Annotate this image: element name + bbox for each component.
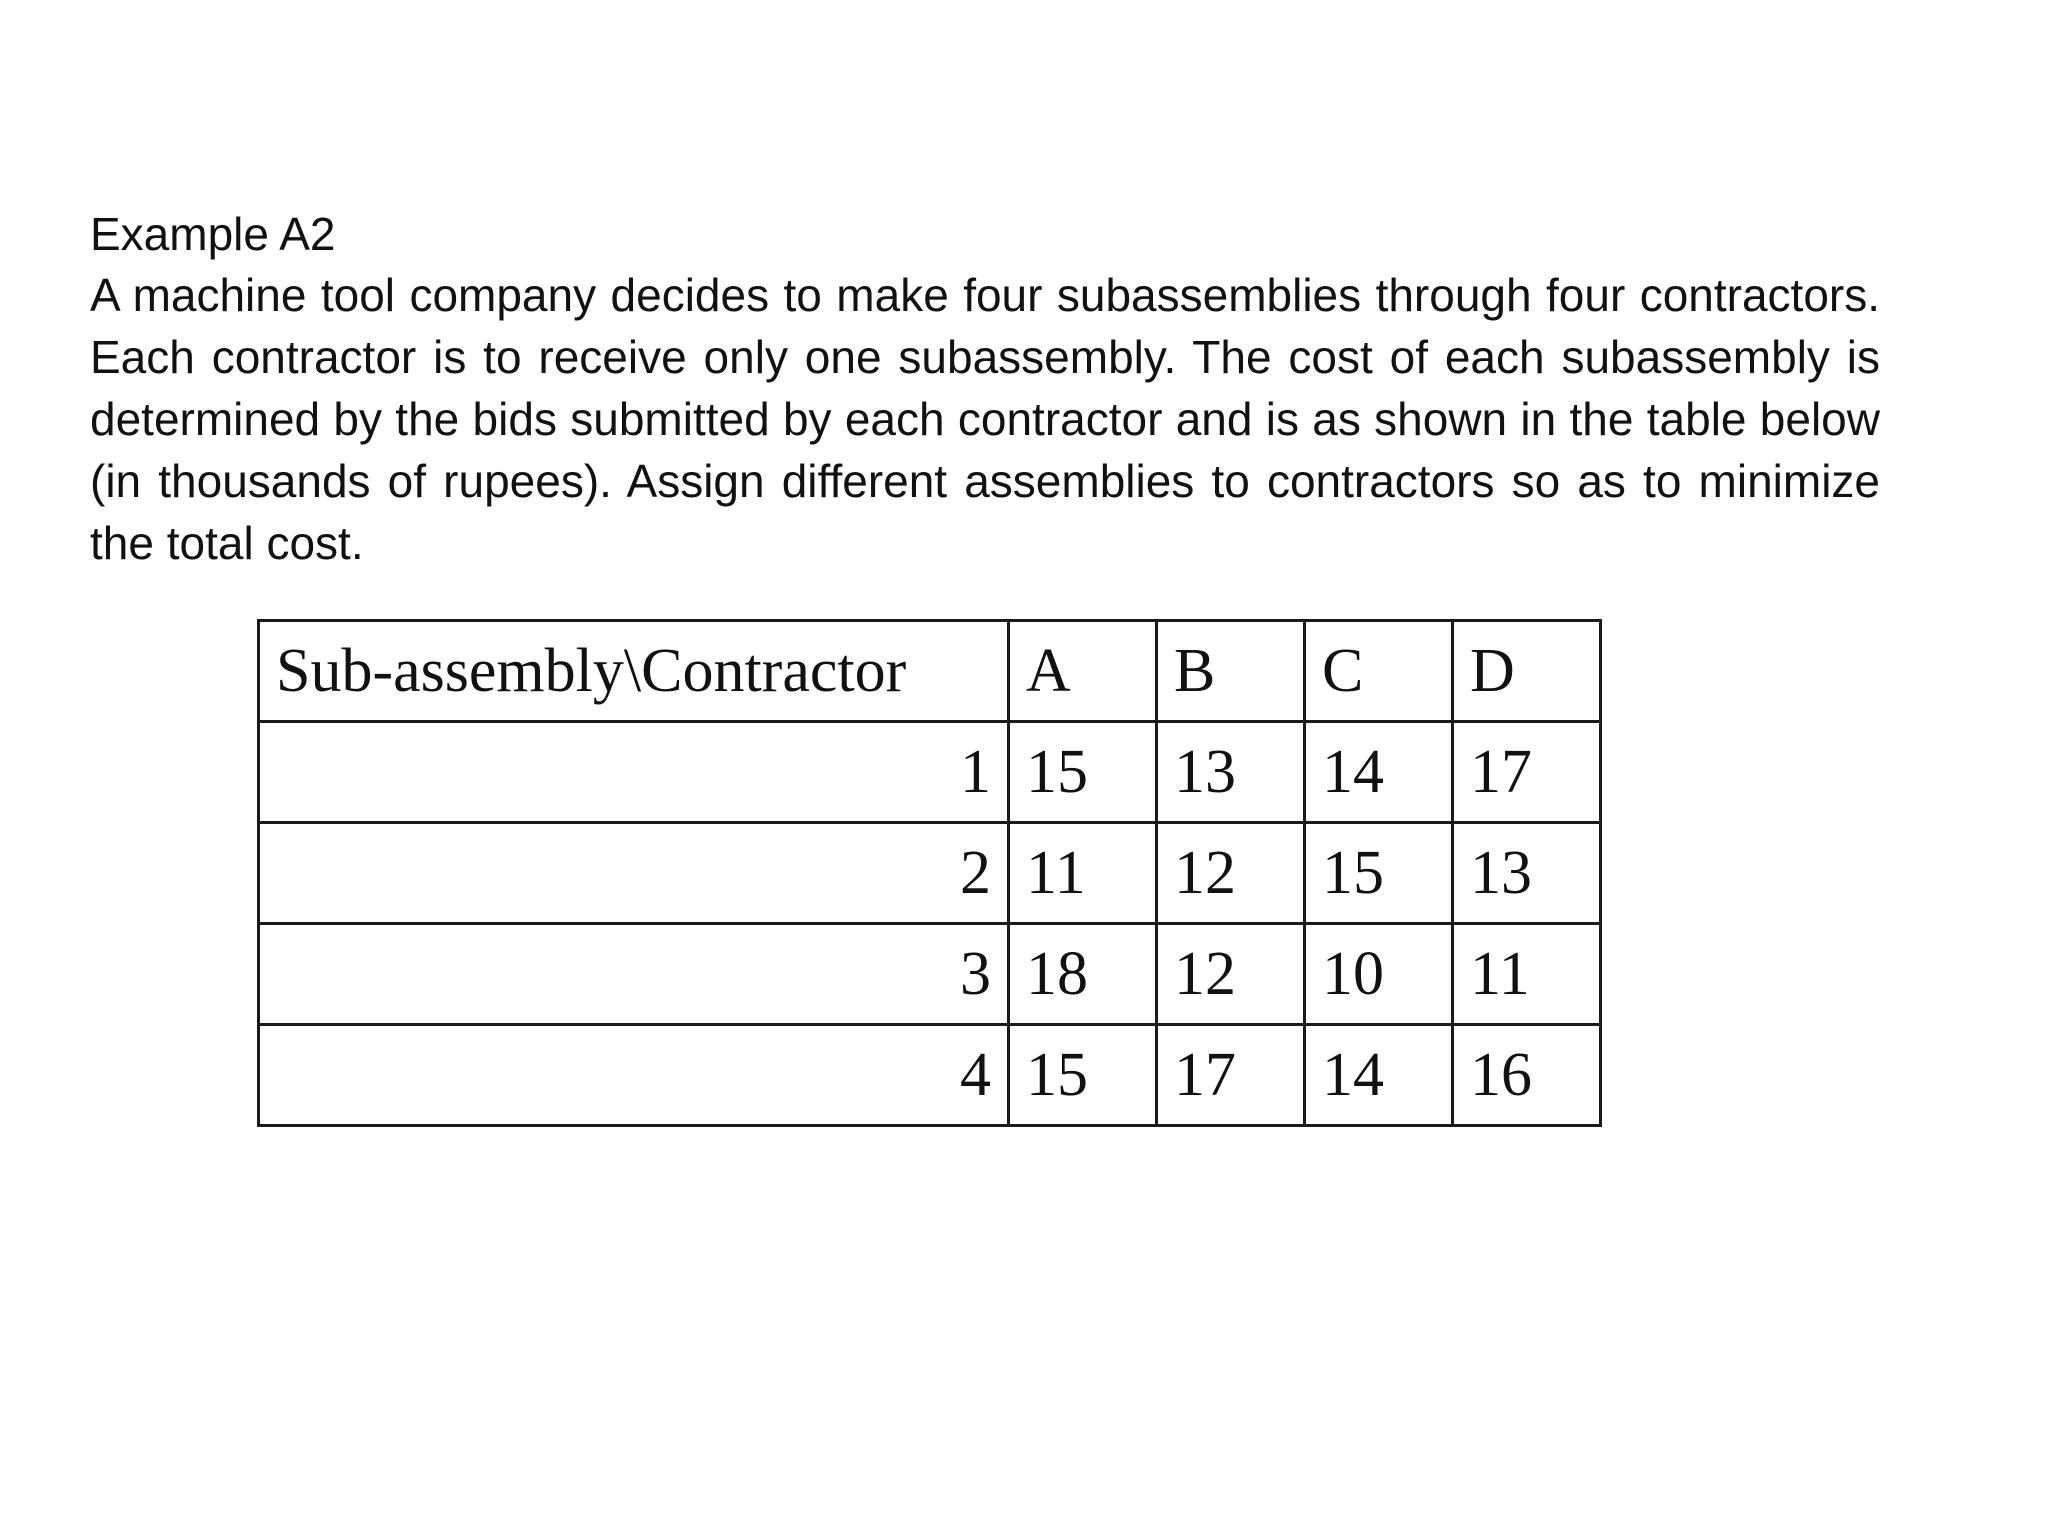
- cost-cell-3-c: 10: [1305, 924, 1453, 1025]
- row-header-3: 3: [259, 924, 1009, 1025]
- column-header-a: A: [1009, 621, 1157, 722]
- corner-header-cell: Sub-assembly\Contractor: [259, 621, 1009, 722]
- cost-cell-2-b: 12: [1157, 823, 1305, 924]
- cost-cell-4-b: 17: [1157, 1025, 1305, 1126]
- cost-cell-4-d: 16: [1453, 1025, 1601, 1126]
- row-header-2: 2: [259, 823, 1009, 924]
- row-header-1: 1: [259, 722, 1009, 823]
- cost-cell-2-d: 13: [1453, 823, 1601, 924]
- table-row: [259, 1025, 1601, 1126]
- table-row: [259, 924, 1601, 1025]
- table-row: [259, 823, 1601, 924]
- cost-cell-4-a: 15: [1009, 1025, 1157, 1126]
- cost-cell-4-c: 14: [1305, 1025, 1453, 1126]
- cost-cell-3-b: 12: [1157, 924, 1305, 1025]
- column-header-c: C: [1305, 621, 1453, 722]
- cost-cell-3-d: 11: [1453, 924, 1601, 1025]
- cost-cell-1-d: 17: [1453, 722, 1601, 823]
- column-header-b: B: [1157, 621, 1305, 722]
- table-header-row: [259, 621, 1601, 722]
- table-row: [259, 722, 1601, 823]
- cost-cell-1-c: 14: [1305, 722, 1453, 823]
- cost-cell-1-b: 13: [1157, 722, 1305, 823]
- row-header-4: 4: [259, 1025, 1009, 1126]
- cost-table: [257, 619, 1602, 1127]
- example-heading: Example A2: [90, 208, 336, 260]
- cost-cell-1-a: 15: [1009, 722, 1157, 823]
- cost-cell-3-a: 18: [1009, 924, 1157, 1025]
- cost-cell-2-c: 15: [1305, 823, 1453, 924]
- cost-cell-2-a: 11: [1009, 823, 1157, 924]
- column-header-d: D: [1453, 621, 1601, 722]
- problem-statement: A machine tool company decides to make four subassemblies through four contractors. Each contractor is to receive only one subassembly. The cost of each subassembly is determined by the bids submitted by each contractor and is as shown in the table below (in thousands of rupees). Assign different assemblies to contractors so as to minimize the total cost.: [90, 269, 1880, 569]
